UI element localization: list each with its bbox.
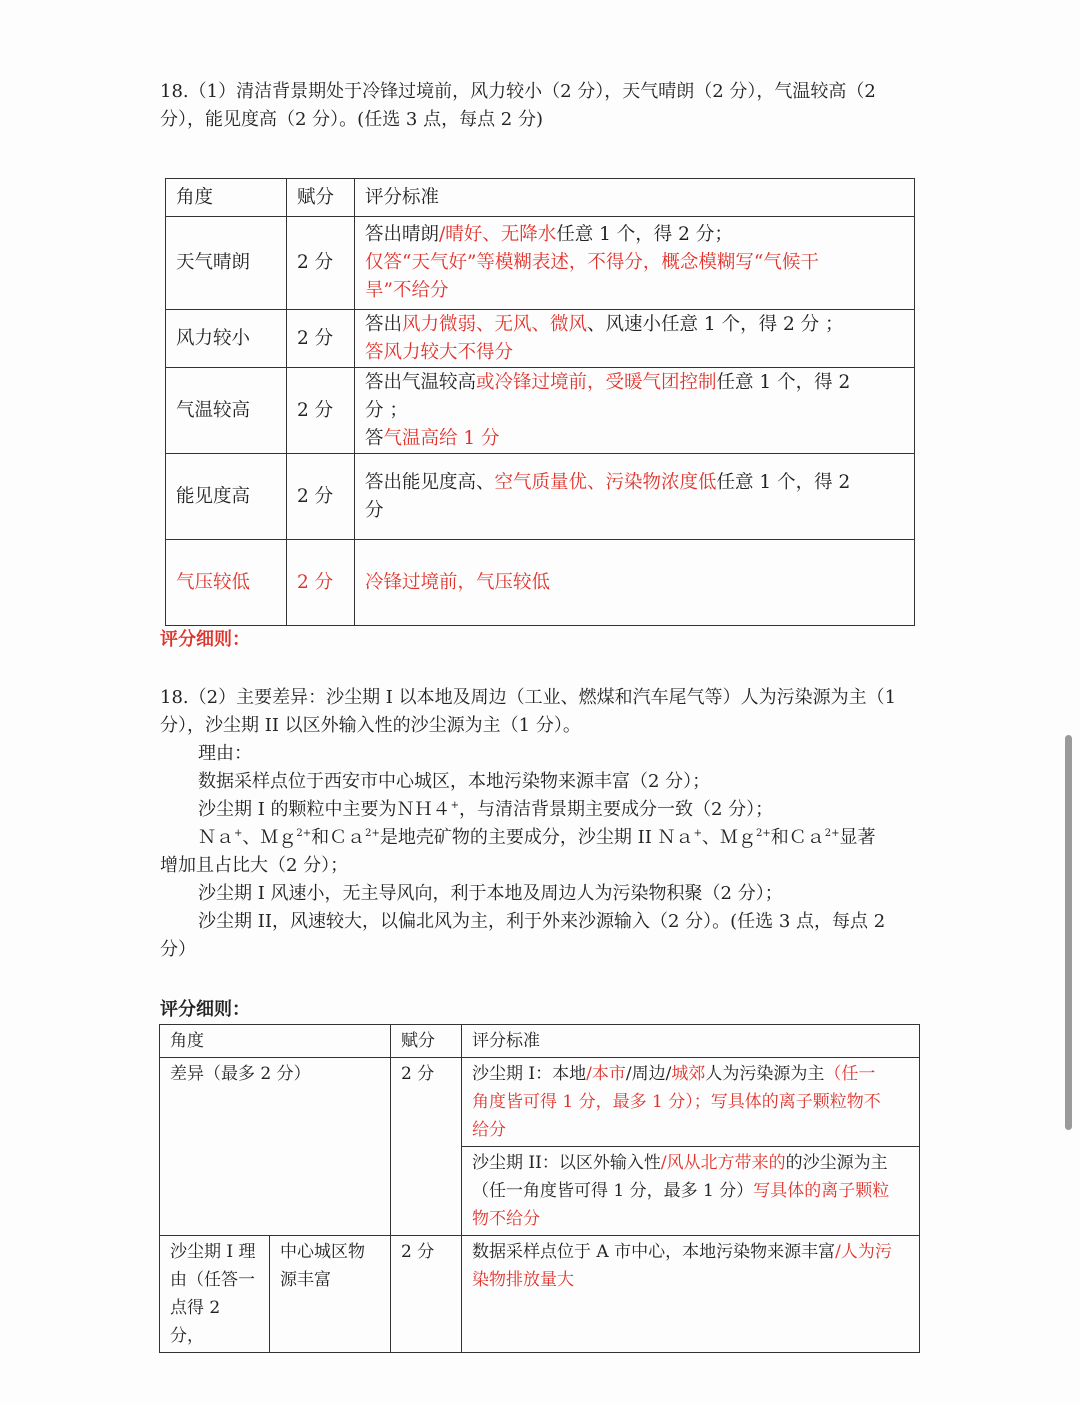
paragraph-line: 理由： bbox=[198, 743, 252, 764]
criterion-text: （任一角度皆可得 1 分，最多 1 分） bbox=[472, 1181, 754, 1201]
criterion-text: 任意 1 个，得 2 分； bbox=[556, 224, 733, 245]
row-angle: 差异（最多 2 分） bbox=[160, 1058, 391, 1236]
header-angle: 角度 bbox=[160, 1025, 391, 1058]
paragraph-line bbox=[160, 796, 920, 824]
criterion-text-red: /人为污 bbox=[835, 1242, 892, 1262]
criterion-text-red: 写具体的离子颗粒 bbox=[753, 1181, 890, 1201]
criterion-text: 答出 bbox=[365, 313, 403, 335]
criterion-text: 任意 1 个，得 2 bbox=[716, 371, 851, 393]
header-angle: 角度 bbox=[166, 179, 287, 217]
row-score: 2 分 bbox=[287, 368, 355, 454]
paragraph-line bbox=[160, 824, 920, 852]
table-row bbox=[166, 368, 915, 454]
vertical-scrollbar[interactable] bbox=[1065, 735, 1072, 1130]
scoring-table-1 bbox=[165, 178, 915, 626]
criterion-text-red: 气温高给 1 分 bbox=[383, 427, 500, 449]
criterion-text-red: 染物排放量大 bbox=[472, 1270, 574, 1290]
row-score: 2 分 bbox=[287, 454, 355, 540]
table-row bbox=[166, 310, 915, 368]
row-criterion bbox=[355, 454, 915, 540]
header-criterion: 评分标准 bbox=[355, 179, 915, 217]
criterion-text: 沙尘期 II：以区外输入性 bbox=[472, 1153, 661, 1173]
q18-part2-answer bbox=[160, 684, 920, 964]
row-score: 2 分 bbox=[287, 310, 355, 368]
criterion-text: 的沙尘源为主 bbox=[785, 1153, 888, 1173]
row-angle: 气压较低 bbox=[166, 540, 287, 626]
row-criterion bbox=[462, 1147, 920, 1236]
criterion-text: 答出能见度高、 bbox=[365, 471, 495, 493]
criterion-text-red: （任一 bbox=[824, 1064, 876, 1084]
row-criterion bbox=[462, 1058, 920, 1147]
criterion-text: 答出晴朗 bbox=[365, 224, 440, 245]
text-run: 显著 bbox=[839, 827, 876, 848]
row-criterion bbox=[462, 1236, 920, 1353]
criterion-text-red: 空气质量优、污染物浓度低 bbox=[494, 471, 717, 493]
criterion-text: 沙尘期 I：本地 bbox=[472, 1064, 587, 1084]
row-sub-angle: 中心城区物源丰富 bbox=[270, 1236, 391, 1353]
criterion-text-red: 或冷锋过境前，受暖气团控制 bbox=[476, 371, 717, 393]
superscript: 2+ bbox=[365, 828, 380, 839]
superscript: + bbox=[450, 800, 459, 811]
text-run: Ｎａ bbox=[198, 827, 234, 848]
row-criterion bbox=[355, 310, 915, 368]
header-score: 赋分 bbox=[287, 179, 355, 217]
row-score: 2 分 bbox=[287, 217, 355, 310]
criterion-text-red: /本市 bbox=[586, 1064, 626, 1084]
text-run: ，与清洁背景期主要成分一致（2 分）； bbox=[458, 799, 774, 820]
text-run: 、Ｍｇ bbox=[701, 827, 756, 848]
row-angle: 天气晴朗 bbox=[166, 217, 287, 310]
criterion-text: 任意 1 个，得 2 bbox=[716, 471, 851, 493]
row-criterion bbox=[355, 217, 915, 310]
table-row bbox=[160, 1058, 920, 1147]
table-header-row bbox=[166, 179, 915, 217]
superscript: 2+ bbox=[755, 828, 771, 839]
criterion-text: 分 ； bbox=[365, 399, 408, 421]
q18-part1-line: 18.（1）清洁背景期处于冷锋过境前，风力较小（2 分），天气晴朗（2 分），气温较高（2 bbox=[160, 81, 876, 102]
header-score: 赋分 bbox=[391, 1025, 462, 1058]
criterion-text-red: 仅答“天气好”等模糊表述，不得分，概念模糊写“气候干 bbox=[365, 252, 819, 273]
row-angle: 风力较小 bbox=[166, 310, 287, 368]
criterion-text-red: 物不给分 bbox=[472, 1209, 540, 1229]
criterion-text-red: 城郊 bbox=[671, 1064, 706, 1084]
paragraph-line: 沙尘期 II，风速较大，以偏北风为主，利于外来沙源输入（2 分）。(任选 3 点，每点 2 bbox=[198, 911, 886, 932]
paragraph-line: 分），沙尘期 II 以区外输入性的沙尘源为主（1 分）。 bbox=[160, 715, 581, 736]
text-run: 和Ｃａ bbox=[770, 827, 825, 848]
criterion-text: 分 bbox=[365, 499, 384, 521]
row-score: 2 分 bbox=[391, 1058, 462, 1236]
table-header-row bbox=[160, 1025, 920, 1058]
scoring-rules-label: 评分细则： bbox=[160, 629, 250, 650]
criterion-text: 数据采样点位于 A 市中心，本地污染物来源丰富 bbox=[472, 1242, 836, 1262]
superscript: + bbox=[234, 828, 243, 839]
criterion-text-red: 风力微弱、无风、微风 bbox=[402, 313, 588, 335]
paragraph-line: 分） bbox=[160, 939, 196, 960]
table-row bbox=[166, 540, 915, 626]
table-row bbox=[166, 454, 915, 540]
header-criterion: 评分标准 bbox=[462, 1025, 920, 1058]
row-angle: 沙尘期 I 理由（任答一点得 2 分， bbox=[160, 1236, 270, 1353]
criterion-text-red: 旱”不给分 bbox=[365, 280, 449, 301]
text-run: 沙尘期 I 的颗粒中主要为ＮＨ４ bbox=[198, 799, 451, 820]
superscript: + bbox=[693, 828, 702, 839]
superscript: 2+ bbox=[296, 828, 312, 839]
table-row bbox=[160, 1236, 920, 1353]
criterion-text: 答出气温较高 bbox=[365, 371, 477, 393]
criterion-text: 答 bbox=[365, 427, 384, 449]
text-run: 是地壳矿物的主要成分，沙尘期 II Ｎａ bbox=[379, 827, 694, 848]
row-angle: 能见度高 bbox=[166, 454, 287, 540]
criterion-text-red: 答风力较大不得分 bbox=[365, 341, 514, 363]
criterion-text: 、风速小任意 1 个，得 2 分 ； bbox=[587, 313, 844, 335]
row-score: 2 分 bbox=[287, 540, 355, 626]
paragraph-line: 沙尘期 I 风速小，无主导风向，利于本地及周边人为污染物积聚（2 分）； bbox=[198, 883, 783, 904]
table-row bbox=[166, 217, 915, 310]
scoring-rules-title: 评分细则： bbox=[160, 999, 250, 1020]
paragraph-line: 数据采样点位于西安市中心城区，本地污染物来源丰富（2 分）； bbox=[198, 771, 711, 792]
scoring-table-2 bbox=[159, 1024, 920, 1353]
row-score: 2 分 bbox=[391, 1236, 462, 1353]
paragraph-line: 增加且占比大（2 分）； bbox=[160, 855, 349, 876]
criterion-text-red: 给分 bbox=[472, 1120, 506, 1140]
superscript: 2+ bbox=[824, 828, 840, 839]
row-criterion bbox=[355, 368, 915, 454]
criterion-text-red: 角度皆可得 1 分，最多 1 分）；写具体的离子颗粒物不 bbox=[472, 1092, 881, 1112]
criterion-text: /周边/ bbox=[625, 1064, 672, 1084]
text-run: 、Ｍｇ bbox=[242, 827, 297, 848]
q18-part1-line: 分），能见度高（2 分）。(任选 3 点，每点 2 分) bbox=[160, 109, 544, 130]
row-criterion: 冷锋过境前，气压较低 bbox=[355, 540, 915, 626]
paragraph-line: 18.（2）主要差异：沙尘期 I 以本地及周边（工业、燃煤和汽车尾气等）人为污染源为主（1 bbox=[160, 687, 897, 708]
text-run: 和Ｃａ bbox=[311, 827, 366, 848]
criterion-text-red: /晴好、无降水 bbox=[439, 224, 557, 245]
criterion-text: 人为污染源为主 bbox=[705, 1064, 825, 1084]
row-angle: 气温较高 bbox=[166, 368, 287, 454]
q18-part1-answer bbox=[160, 78, 920, 134]
criterion-text-red: /风从北方带来的 bbox=[660, 1153, 786, 1173]
